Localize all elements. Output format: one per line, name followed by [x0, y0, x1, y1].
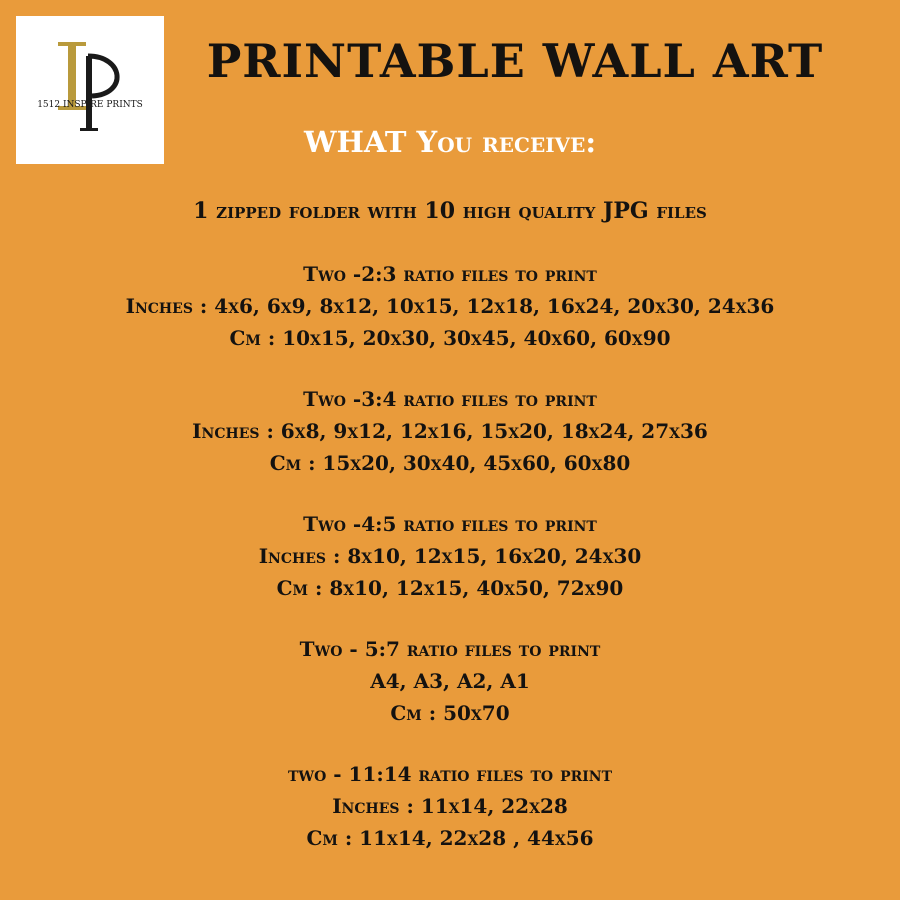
ratio-section-3-4: [0, 383, 900, 479]
page-subtitle: WHAT You receive:: [303, 125, 597, 159]
section-heading: Two -4:5 ratio files to print: [303, 512, 597, 536]
a-sizes: A4, A3, A2, A1: [370, 669, 530, 693]
section-heading: two - 11:14 ratio files to print: [287, 762, 612, 786]
inches-sizes: Inches : 4x6, 6x9, 8x12, 10x15, 12x18, 16x24, 20x30, 24x36: [125, 294, 775, 318]
package-summary: 1 zipped folder with 10 high quality JPG files: [193, 198, 707, 224]
brand-text: 1512 INSPIRE PRINTS: [37, 100, 143, 110]
cm-sizes: Cm : 11x14, 22x28 , 44x56: [306, 826, 594, 850]
ratio-section-11-14: [0, 758, 900, 854]
section-heading: Two -3:4 ratio files to print: [303, 387, 597, 411]
ratio-section-2-3: [0, 258, 900, 354]
page-title: PRINTABLE WALL ART: [206, 34, 824, 88]
cm-sizes: Cm : 50x70: [390, 701, 510, 725]
ratio-sections: [0, 258, 900, 854]
cm-sizes: Cm : 8x10, 12x15, 40x50, 72x90: [276, 576, 624, 600]
inches-sizes: Inches : 11x14, 22x28: [332, 794, 568, 818]
inches-sizes: Inches : 8x10, 12x15, 16x20, 24x30: [258, 544, 642, 568]
brand-logo: [16, 16, 164, 164]
cm-sizes: Cm : 15x20, 30x40, 45x60, 60x80: [269, 451, 631, 475]
ratio-section-5-7: [0, 633, 900, 729]
monogram-logo-icon: [16, 16, 164, 164]
inches-sizes: Inches : 6x8, 9x12, 12x16, 15x20, 18x24, 27x36: [192, 419, 708, 443]
section-heading: Two -2:3 ratio files to print: [303, 262, 597, 286]
cm-sizes: Cm : 10x15, 20x30, 30x45, 40x60, 60x90: [229, 326, 671, 350]
section-heading: Two - 5:7 ratio files to print: [299, 637, 601, 661]
ratio-section-4-5: [0, 508, 900, 604]
